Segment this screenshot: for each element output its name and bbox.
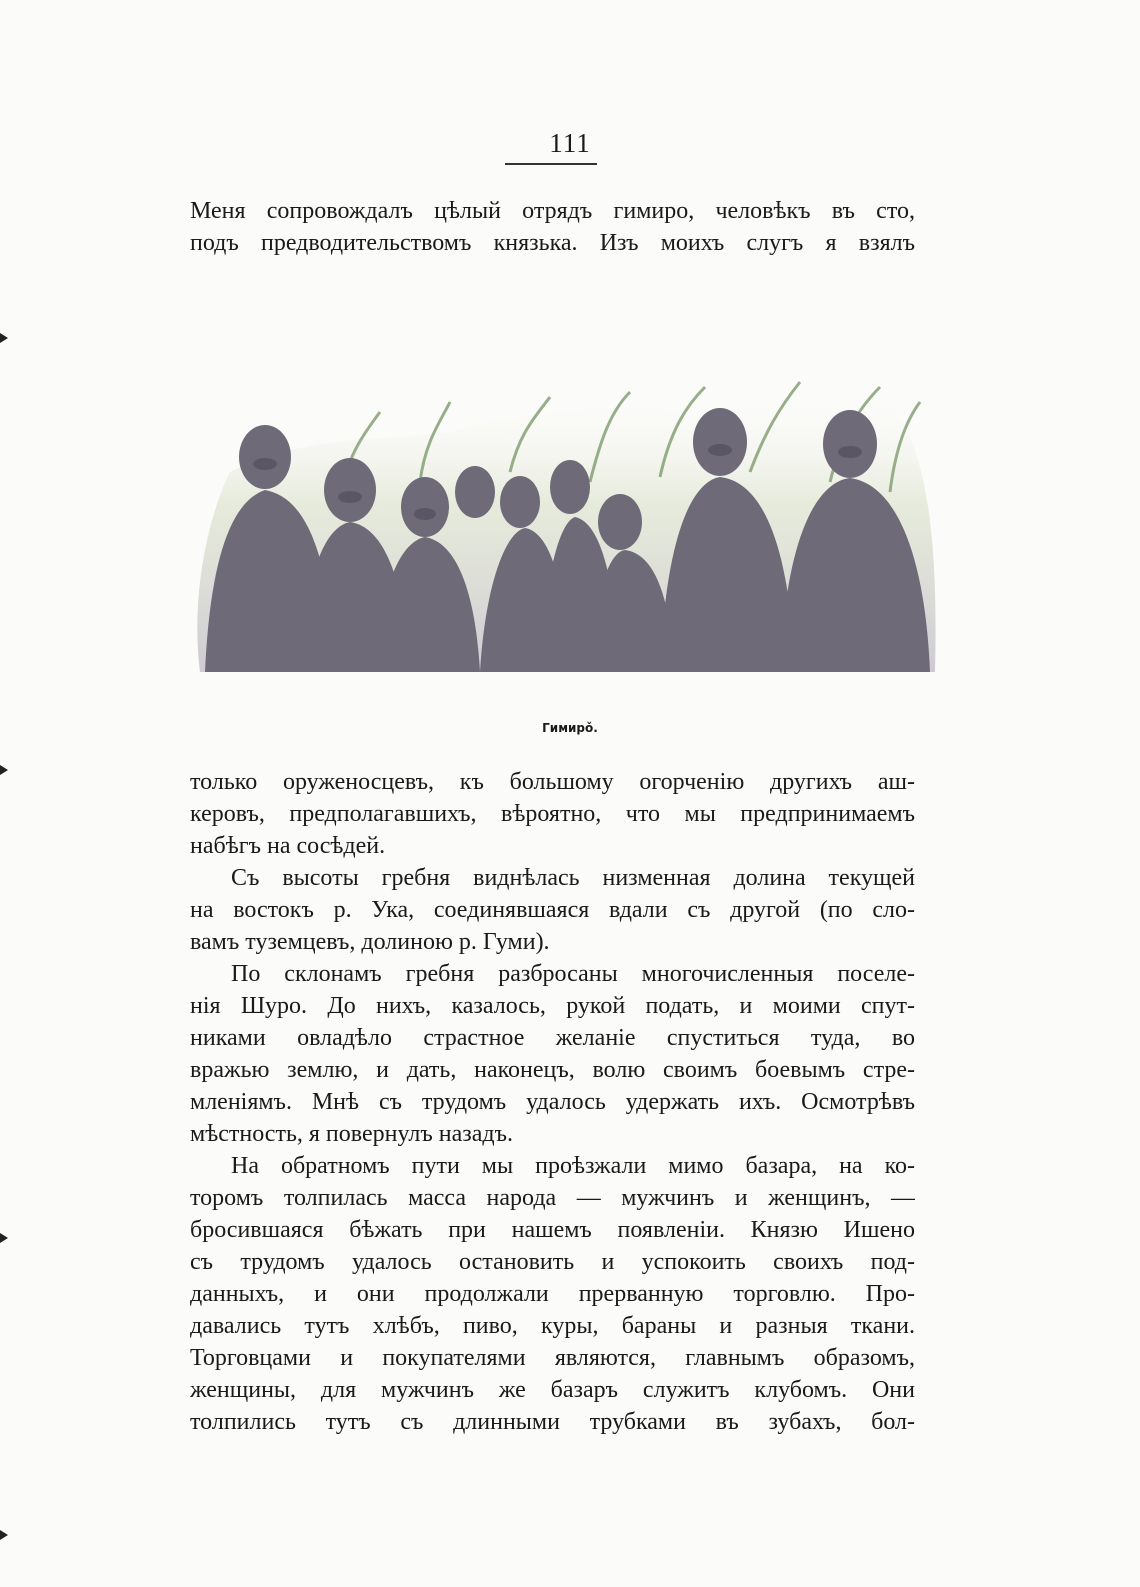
- text-line: бросившаяся бѣжать при нашемъ появленіи. Князю Ишено: [190, 1217, 915, 1243]
- margin-mark: [0, 1530, 8, 1540]
- text-line: Торговцами и покупателями являются, главнымъ образомъ,: [190, 1345, 915, 1371]
- text-line: никами овладѣло страстное желаніе спуститься туда, во: [190, 1025, 915, 1051]
- text-line: мленіямъ. Мнѣ съ трудомъ удалось удержать ихъ. Осмотрѣвъ: [190, 1089, 915, 1115]
- page-number-rule: [505, 163, 597, 165]
- text-line: мѣстность, я повернулъ назадъ.: [190, 1121, 514, 1147]
- text-line: на востокъ р. Ука, соединявшаяся вдали съ другой (по сло-: [190, 897, 915, 923]
- group-portrait-illustration: [190, 372, 938, 684]
- margin-mark: [0, 765, 8, 775]
- text-line: Меня сопровождалъ цѣлый отрядъ гимиро, человѣкъ въ сто,: [190, 198, 915, 224]
- text-line: давались тутъ хлѣбъ, пиво, куры, бараны и разныя ткани.: [190, 1313, 915, 1339]
- text-line: вражью землю, и дать, наконецъ, волю своимъ боевымъ стре-: [190, 1057, 915, 1083]
- text-line: набѣгъ на сосѣдей.: [190, 833, 386, 859]
- text-line: По склонамъ гребня разбросаны многочисленныя поселе-: [231, 961, 915, 987]
- text-line: керовъ, предполагавшихъ, вѣроятно, что мы предпринимаемъ: [190, 801, 915, 827]
- text-line: Съ высоты гребня виднѣлась низменная долина текущей: [231, 865, 915, 891]
- illustration-caption: Гимирǒ.: [542, 721, 598, 735]
- margin-mark: [0, 1233, 8, 1243]
- text-line: На обратномъ пути мы проѣзжали мимо базара, на ко-: [231, 1153, 915, 1179]
- text-line: торомъ толпилась масса народа — мужчинъ и женщинъ, —: [190, 1185, 915, 1211]
- page-number: 111: [549, 128, 591, 158]
- text-line: съ трудомъ удалось остановить и успокоить своихъ под-: [190, 1249, 915, 1275]
- text-line: женщины, для мужчинъ же базаръ служитъ клубомъ. Они: [190, 1377, 915, 1403]
- text-line: нія Шуро. До нихъ, казалось, рукой подать, и моими спут-: [190, 993, 915, 1019]
- text-line: вамъ туземцевъ, долиною р. Гуми).: [190, 929, 550, 955]
- text-line: только оруженосцевъ, къ большому огорченію другихъ аш-: [190, 769, 915, 795]
- text-line: подъ предводительствомъ князька. Изъ моихъ слугъ я взялъ: [190, 230, 915, 256]
- text-line: толпились тутъ съ длинными трубками въ зубахъ, бол-: [190, 1409, 915, 1435]
- margin-mark: [0, 333, 8, 343]
- text-line: данныхъ, и они продолжали прерванную торговлю. Про-: [190, 1281, 915, 1307]
